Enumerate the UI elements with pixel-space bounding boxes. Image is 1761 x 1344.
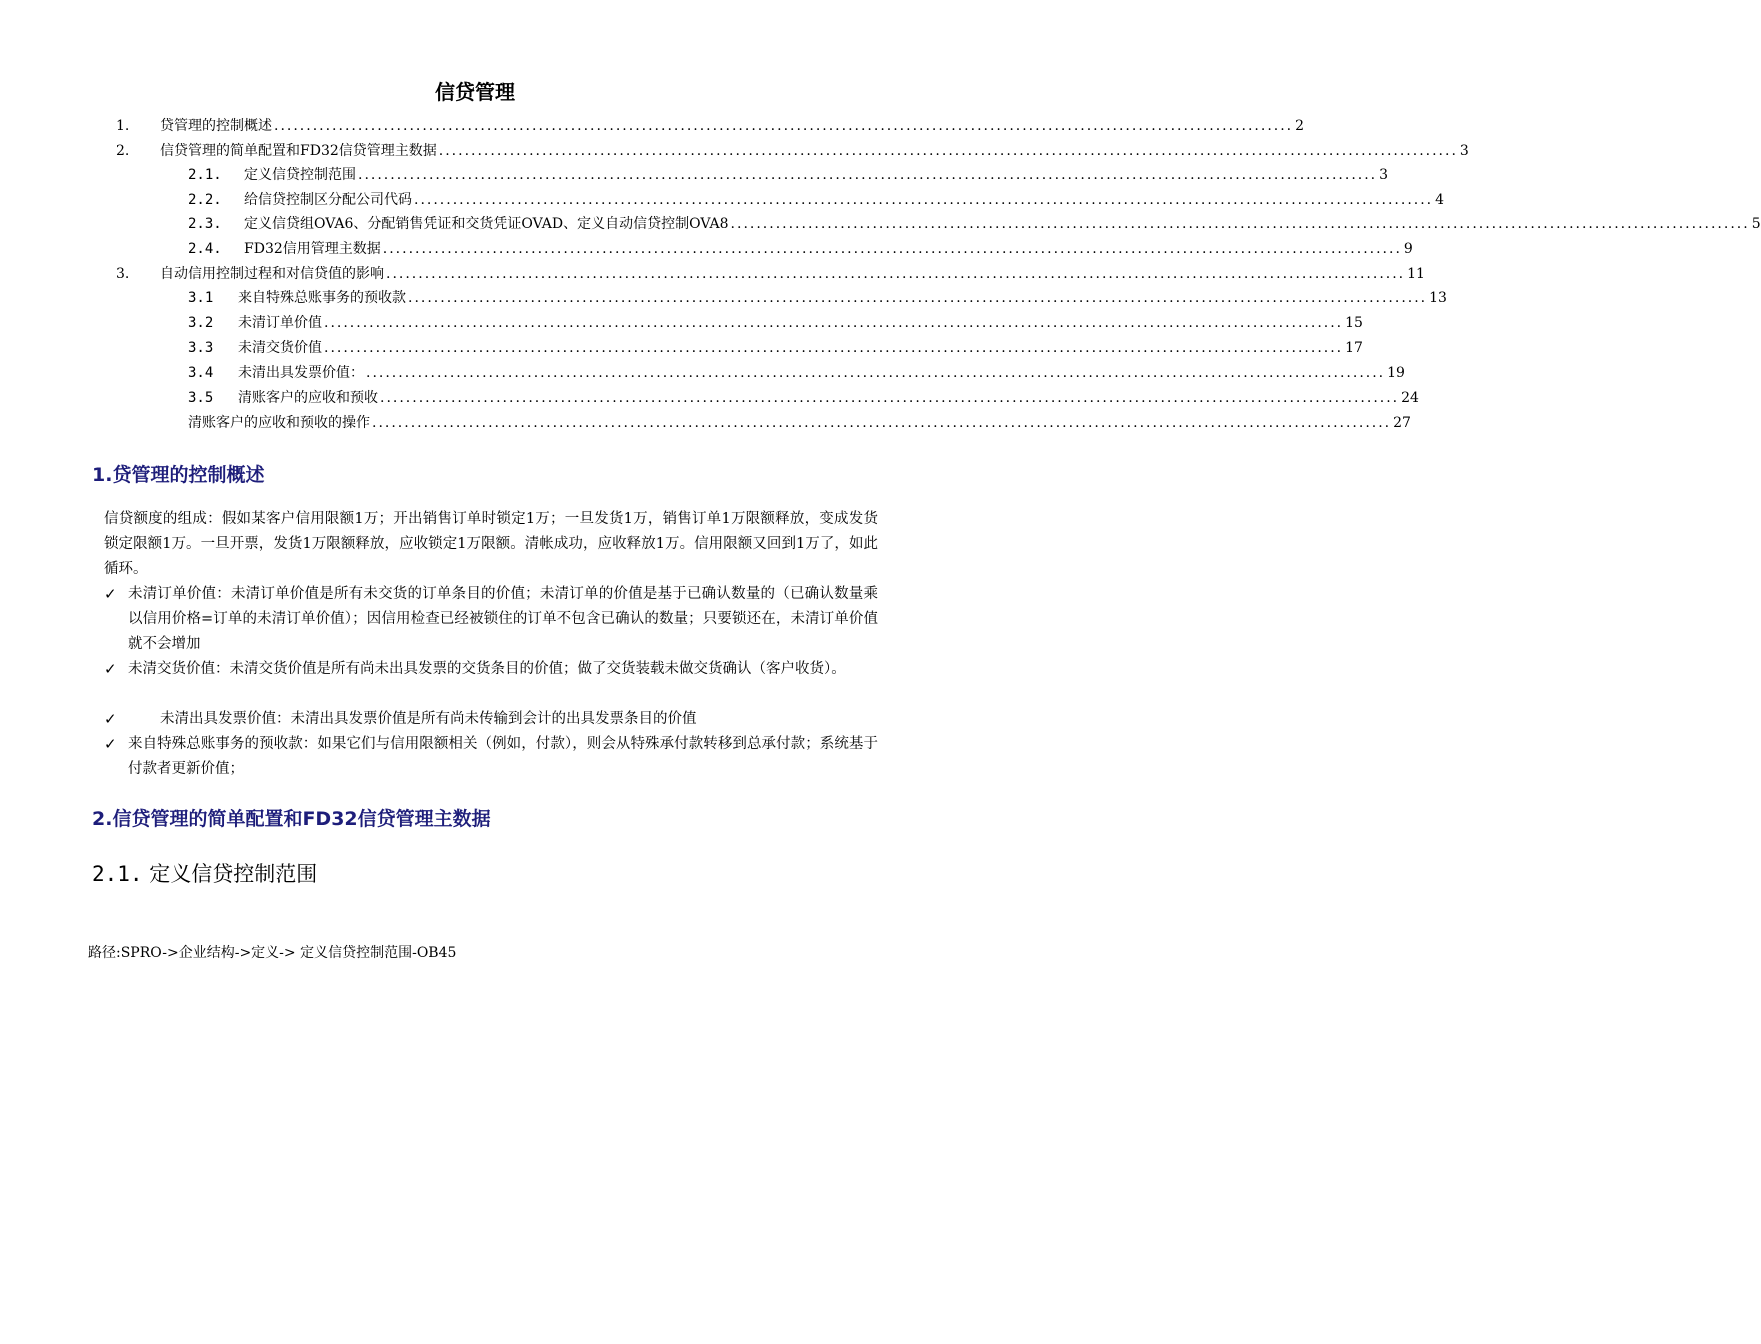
toc-row[interactable] (188, 165, 1389, 185)
checkmark-icon: ✓ (104, 710, 117, 728)
toc-text: FD32信用管理主数据 (244, 241, 381, 257)
toc-row[interactable] (188, 363, 1405, 383)
subsection-heading (92, 858, 317, 888)
checkmark-icon: ✓ (104, 585, 117, 603)
toc-row[interactable] (116, 116, 1305, 136)
bullet-text: 未清交货价值：未清交货价值是所有尚未出具发票的交货条目的价值；做了交货装载未做交货确认（客户收货）。 (128, 661, 846, 677)
list-item (104, 657, 878, 682)
section-1-intro: 信贷额度的组成：假如某客户信用限额1万；开出销售订单时锁定1万；一旦发货1万，销售订单1万限额释放，变成发货锁定限额1万。一旦开票，发货1万限额释放，应收锁定1万限额。清帐成功，应收释放1万。信用限额又回到1万了，如此循环。 (104, 511, 878, 577)
toc-row[interactable] (188, 239, 1413, 259)
bullet-text: 未清出具发票价值：未清出具发票价值是所有尚未传输到会计的出具发票条目的价值 (160, 711, 697, 727)
toc-row[interactable] (188, 388, 1419, 408)
list-item (104, 732, 878, 782)
toc-text: 来自特殊总账事务的预收款 (238, 290, 406, 306)
toc-leader: .............................................................................................................................................................. (382, 241, 1402, 257)
toc-text: 给信贷控制区分配公司代码 (244, 192, 412, 208)
toc-row[interactable] (188, 338, 1363, 358)
list-item (104, 707, 878, 732)
toc-row[interactable] (188, 413, 1411, 433)
toc-leader: .............................................................................................................................................................. (730, 216, 1750, 232)
checkmark-icon: ✓ (104, 735, 117, 753)
toc-leader: .............................................................................................................................................................. (372, 415, 1392, 431)
toc-leader: .............................................................................................................................................................. (408, 290, 1428, 306)
toc-number: 2. (116, 143, 130, 159)
toc-number: 3.4 (188, 365, 214, 381)
toc-row[interactable] (188, 313, 1363, 333)
toc-page: 19 (1387, 365, 1405, 381)
toc-text: 定义信贷组OVA6、分配销售凭证和交货凭证OVAD、定义自动信贷控制OVA8 (244, 216, 729, 232)
toc-number: 1. (116, 118, 130, 134)
toc-text: 未清交货价值 (238, 340, 322, 356)
toc-text: 未清出具发票价值： (238, 365, 364, 381)
toc-page: 13 (1429, 290, 1447, 306)
toc-page: 17 (1345, 340, 1363, 356)
toc-page: 2 (1295, 118, 1305, 134)
menu-path: 路径:SPRO->企业结构->定义-> 定义信贷控制范围-OB45 (88, 945, 457, 961)
toc-number: 3.2 (188, 315, 214, 331)
toc-page: 24 (1401, 390, 1419, 406)
toc-text: 定义信贷控制范围 (244, 167, 356, 183)
toc-number: 2.3. (188, 216, 222, 232)
toc-text: 信贷管理的简单配置和FD32信贷管理主数据 (160, 143, 437, 159)
toc-leader: .............................................................................................................................................................. (386, 266, 1406, 282)
toc-page: 3 (1379, 167, 1389, 183)
toc-leader: .............................................................................................................................................................. (414, 192, 1434, 208)
toc-leader: .............................................................................................................................................................. (274, 118, 1294, 134)
toc-number: 3.3 (188, 340, 214, 356)
toc-leader: .............................................................................................................................................................. (358, 167, 1378, 183)
toc-text: 清账客户的应收和预收 (238, 390, 378, 406)
toc-text: 贷管理的控制概述 (160, 118, 272, 134)
toc-leader: .............................................................................................................................................................. (324, 340, 1344, 356)
toc-number: 3.5 (188, 390, 214, 406)
toc-row[interactable] (188, 190, 1445, 210)
toc-page: 5 (1751, 216, 1761, 232)
toc-leader: .............................................................................................................................................................. (324, 315, 1344, 331)
toc-number: 2.4. (188, 241, 222, 257)
toc-text: 未清订单价值 (238, 315, 322, 331)
toc-page: 9 (1403, 241, 1413, 257)
toc-text: 清账客户的应收和预收的操作 (188, 415, 370, 431)
toc-number: 2.1. (188, 167, 222, 183)
toc-page: 27 (1393, 415, 1411, 431)
toc-page: 4 (1435, 192, 1445, 208)
bullet-text: 来自特殊总账事务的预收款：如果它们与信用限额相关（例如，付款），则会从特殊承付款转移到总承付款；系统基于付款者更新价值； (128, 736, 878, 777)
toc-number: 2.2. (188, 192, 222, 208)
toc-text: 自动信用控制过程和对信贷值的影响 (160, 266, 384, 282)
toc-page: 11 (1407, 266, 1425, 282)
toc-number: 3. (116, 266, 130, 282)
section-2-heading: 2.信贷管理的简单配置和FD32信贷管理主数据 (92, 808, 491, 830)
toc-leader: .............................................................................................................................................................. (438, 143, 1458, 159)
subsection-number: 2.1. (92, 862, 143, 886)
toc-number: 3.1 (188, 290, 214, 306)
section-1-heading: 1.贷管理的控制概述 (92, 464, 265, 486)
bullet-text: 未清订单价值：未清订单价值是所有未交货的订单条目的价值；未清订单的价值是基于已确认数量的（已确认数量乘以信用价格=订单的未清订单价值）；因信用检查已经被锁住的订单不包含已确认的数量；只要锁还在，未清订单价值就不会增加 (128, 586, 878, 652)
checkmark-icon: ✓ (104, 660, 117, 678)
toc-row[interactable] (188, 214, 1761, 234)
toc-leader: .............................................................................................................................................................. (380, 390, 1400, 406)
subsection-title: 定义信贷控制范围 (149, 862, 318, 886)
list-item (104, 582, 878, 657)
toc-row[interactable] (116, 141, 1469, 161)
toc-row[interactable] (116, 264, 1425, 284)
toc-page: 3 (1459, 143, 1469, 159)
toc-row[interactable] (188, 288, 1447, 308)
document-title: 信贷管理 (435, 80, 515, 104)
toc-page: 15 (1345, 315, 1363, 331)
toc-leader: .............................................................................................................................................................. (366, 365, 1386, 381)
